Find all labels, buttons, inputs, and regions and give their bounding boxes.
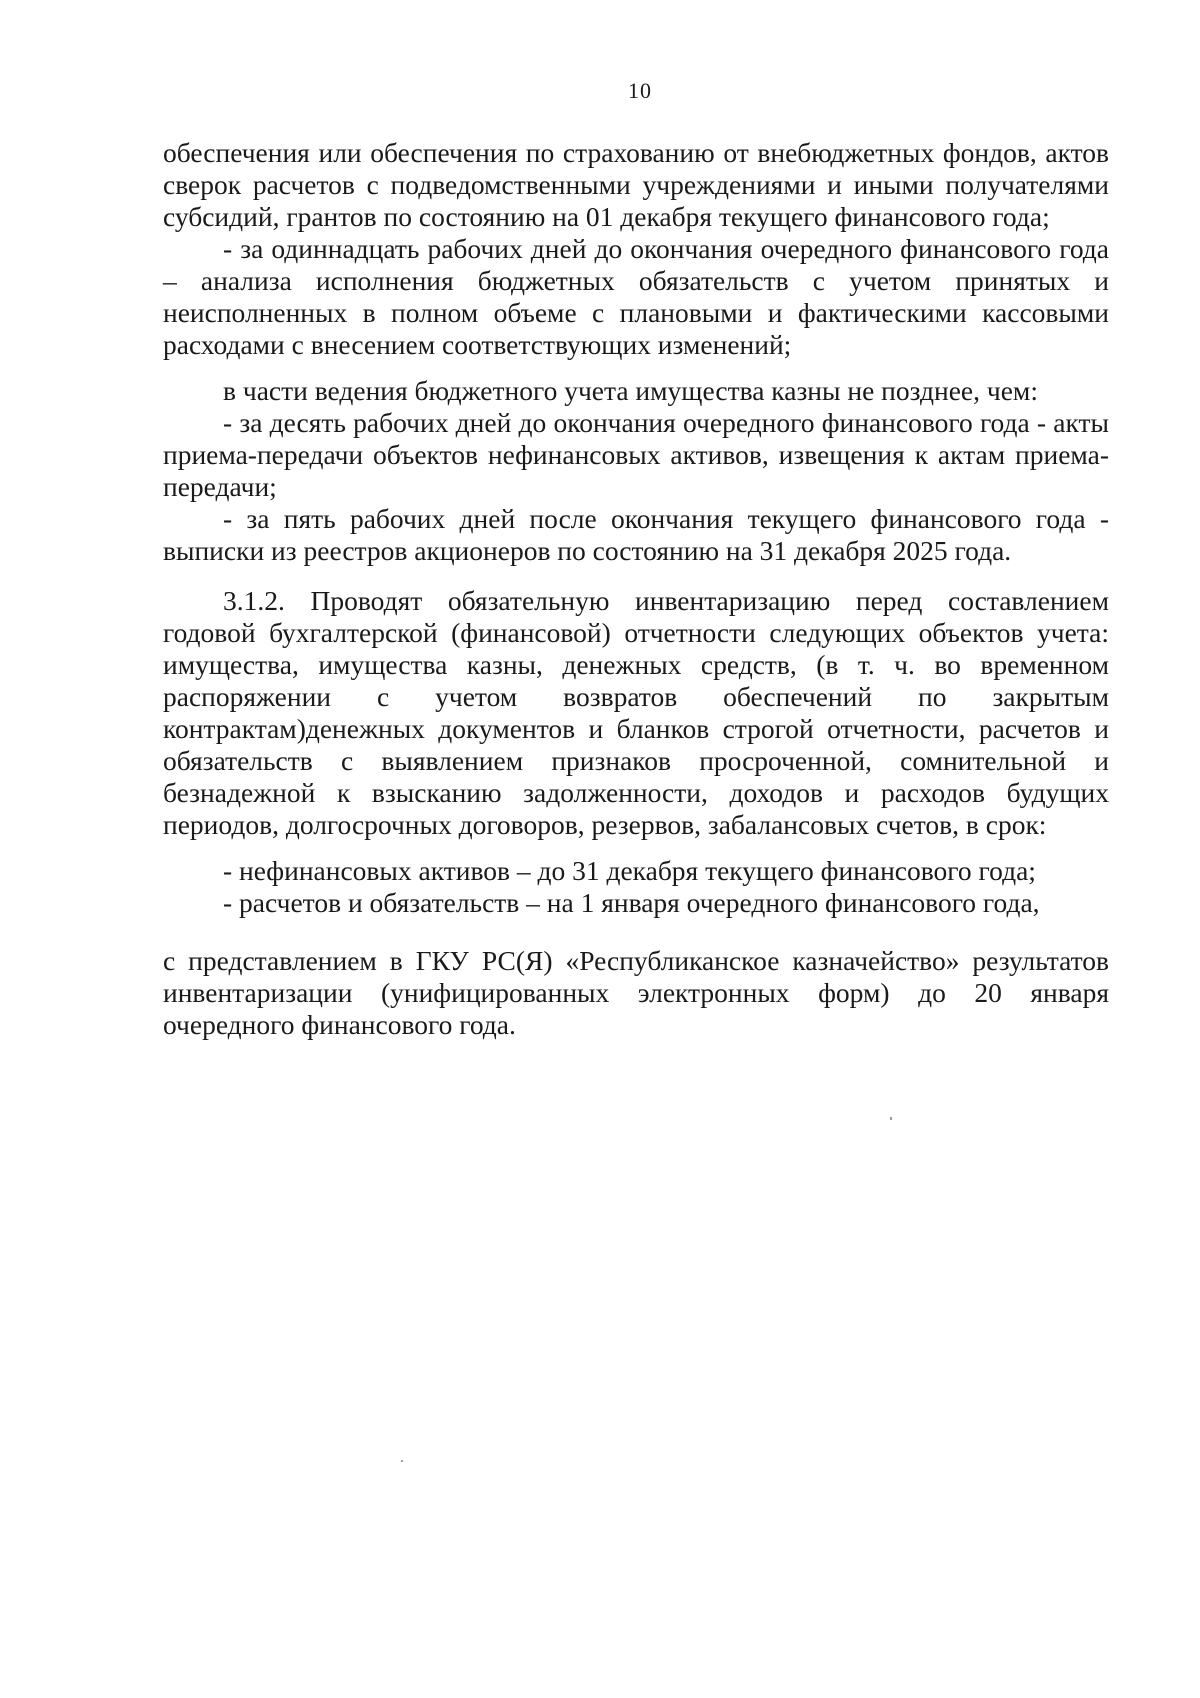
paragraph-five-days: - за пять рабочих дней после окончания текущего финансового года - выписки из реестров акционеров по состоянию на 31 декабря 2025 года.: [163, 503, 1109, 566]
document-body: [163, 137, 1109, 1041]
paragraph-section-3-1-2: 3.1.2. Проводят обязательную инвентаризацию перед составлением годовой бухгалтерской (финансовой) отчетности следующих объектов учета: имущества, имущества казны, денежных средств, (в т. ч. во временном распоряжении с учетом возвратов обеспечений по закрытым контрактам)денежных документов и бланков строгой отчетности, расчетов и обязательств с выявлением признаков просроченной, сомнительной и безнадежной к взысканию задолженности, доходов и расходов будущих периодов, долгосрочных договоров, резервов, забалансовых счетов, в срок:: [163, 585, 1109, 840]
scan-speck: [890, 1117, 892, 1120]
paragraph-continuation: обеспечения или обеспечения по страхованию от внебюджетных фондов, актов сверок расчетов с подведомственными учреждениями и иными получателями субсидий, грантов по состоянию на 01 декабря текущего финансового года;: [163, 137, 1109, 232]
paragraph-ten-days: - за десять рабочих дней до окончания очередного финансового года - акты приема-передачи объектов нефинансовых активов, извещения к актам приема-передачи;: [163, 407, 1109, 502]
page-number: 10: [628, 78, 652, 103]
paragraph-settlements: - расчетов и обязательств – на 1 января очередного финансового года,: [223, 887, 1040, 918]
paragraph-eleven-days: - за одиннадцать рабочих дней до окончания очередного финансового года – анализа исполнения бюджетных обязательств с учетом принятых и неисполненных в полном объеме с плановыми и фактическими кассовыми расходами с внесением соответствующих изменений;: [163, 233, 1109, 360]
paragraph-treasury-property: в части ведения бюджетного учета имущества казны не позднее, чем:: [223, 375, 1038, 406]
paragraph-nonfinancial-assets: - нефинансовых активов – до 31 декабря текущего финансового года;: [223, 855, 1036, 886]
scan-speck: [401, 1460, 403, 1462]
paragraph-submission: с представлением в ГКУ РС(Я) «Республиканское казначейство» результатов инвентаризации (унифицированных электронных форм) до 20 января очередного финансового года.: [163, 945, 1109, 1040]
